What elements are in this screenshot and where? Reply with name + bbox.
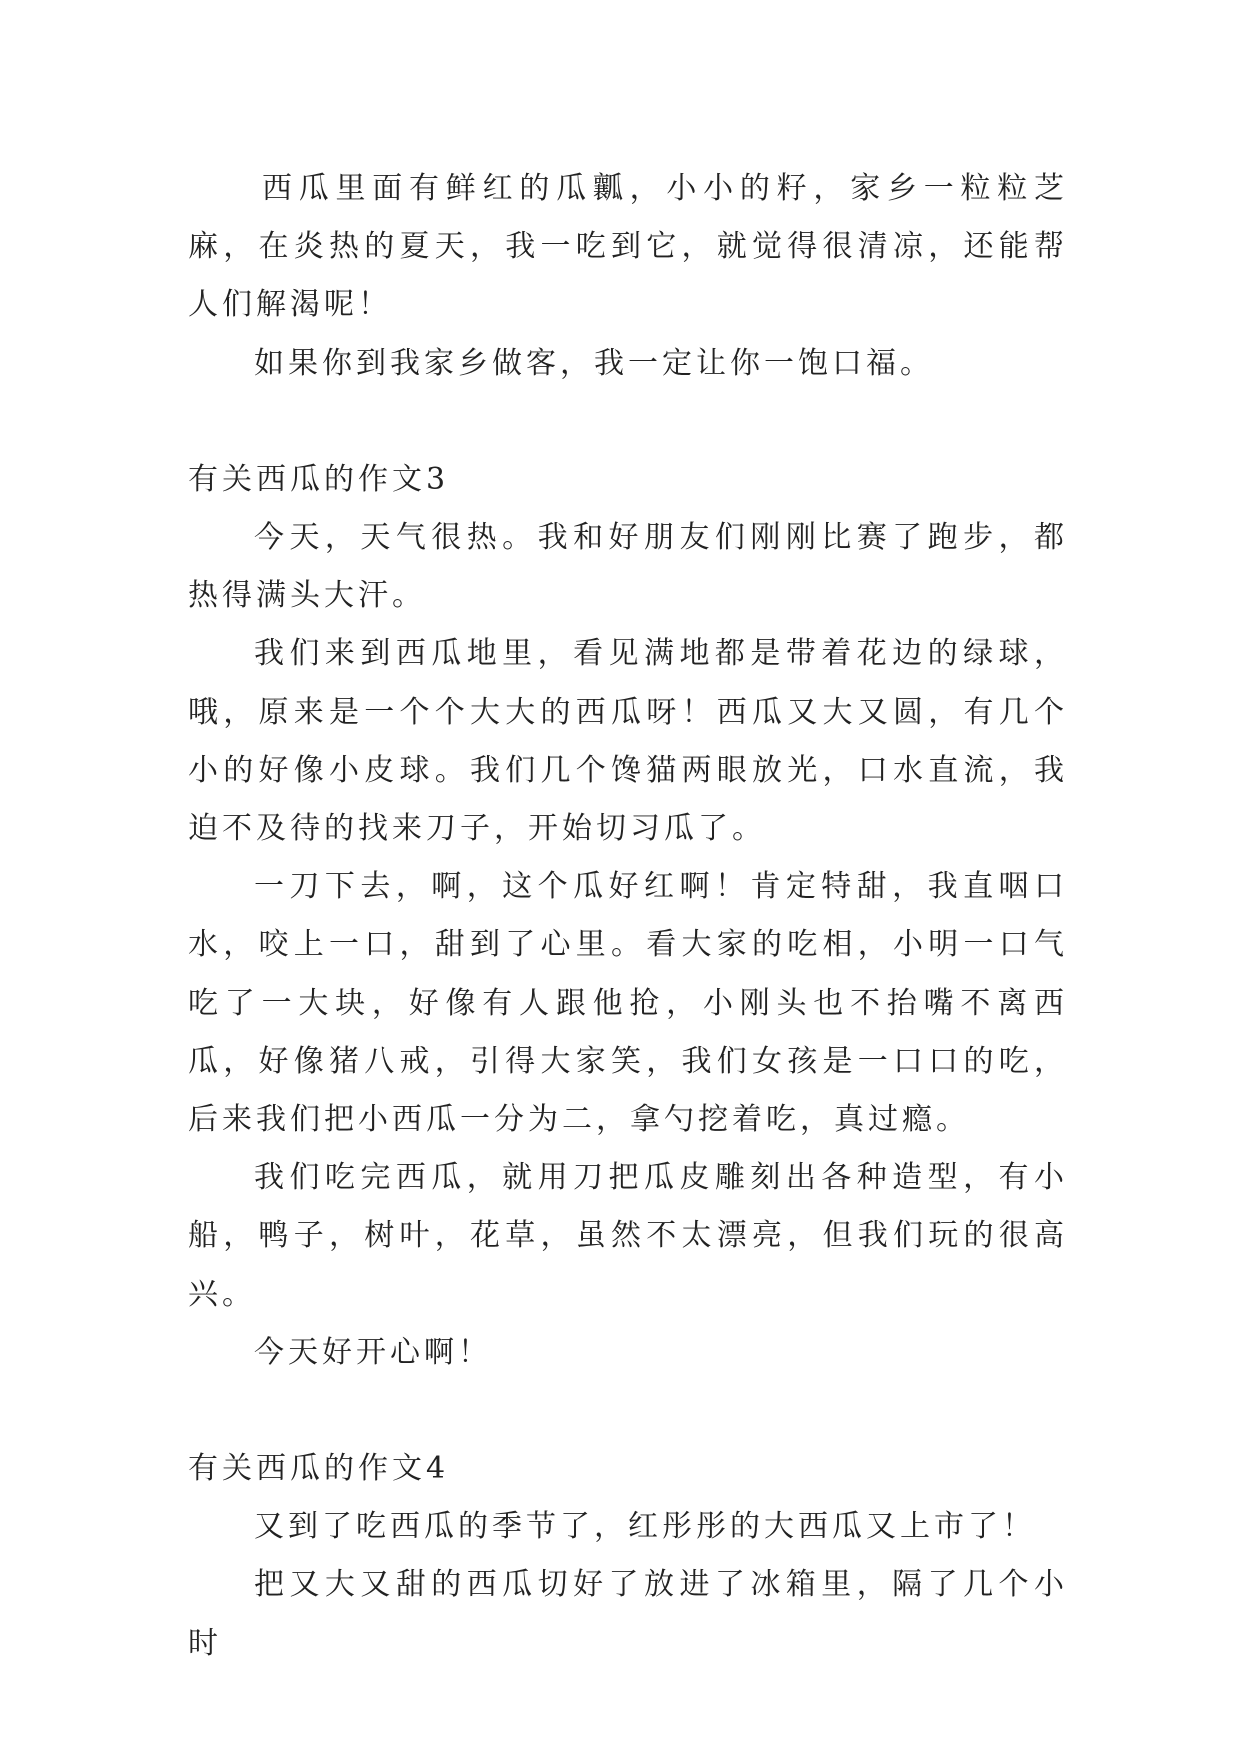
essay-heading-3: 有关西瓜的作文3	[188, 461, 450, 497]
paragraph-fridge: 把又大又甜的西瓜切好了放进了冰箱里，隔了几个小时	[188, 1567, 1068, 1661]
paragraph-happy: 今天好开心啊！	[254, 1334, 492, 1370]
essay-heading-4: 有关西瓜的作文4	[188, 1451, 450, 1487]
paragraph-invitation: 如果你到我家乡做客，我一定让你一饱口福。	[254, 345, 934, 381]
section-gap	[188, 393, 1068, 451]
paragraph-eating: 一刀下去，啊，这个瓜好红啊！肯定特甜，我直咽口水，咬上一口，甜到了心里。看大家的吃相，小明一口气吃了一大块，好像有人跟他抢，小刚头也不抬嘴不离西瓜，好像猪八戒，引得大家笑，我们女孩是一口口的吃，后来我们把小西瓜一分为二，拿勺挖着吃，真过瘾。	[188, 869, 1068, 1138]
paragraph-watermelon-field: 我们来到西瓜地里，看见满地都是带着花边的绿球，哦，原来是一个个大大的西瓜呀！西瓜又大又圆，有几个小的好像小皮球。我们几个馋猫两眼放光，口水直流，我迫不及待的找来刀子，开始切习瓜了。	[188, 636, 1068, 847]
paragraph-carving: 我们吃完西瓜，就用刀把瓜皮雕刻出各种造型，有小船，鸭子，树叶，花草，虽然不太漂亮，但我们玩的很高兴。	[188, 1160, 1068, 1312]
paragraph-season: 又到了吃西瓜的季节了，红彤彤的大西瓜又上市了！	[254, 1509, 1036, 1545]
paragraph-hot-day: 今天，天气很热。我和好朋友们刚刚比赛了跑步，都热得满头大汗。	[188, 520, 1068, 614]
paragraph-watermelon-description: 西瓜里面有鲜红的瓜瓤，小小的籽，家乡一粒粒芝麻，在炎热的夏天，我一吃到它，就觉得很清凉，还能帮人们解渴呢！	[188, 171, 1068, 323]
section-gap	[188, 1382, 1068, 1440]
document-body	[188, 160, 1068, 1673]
